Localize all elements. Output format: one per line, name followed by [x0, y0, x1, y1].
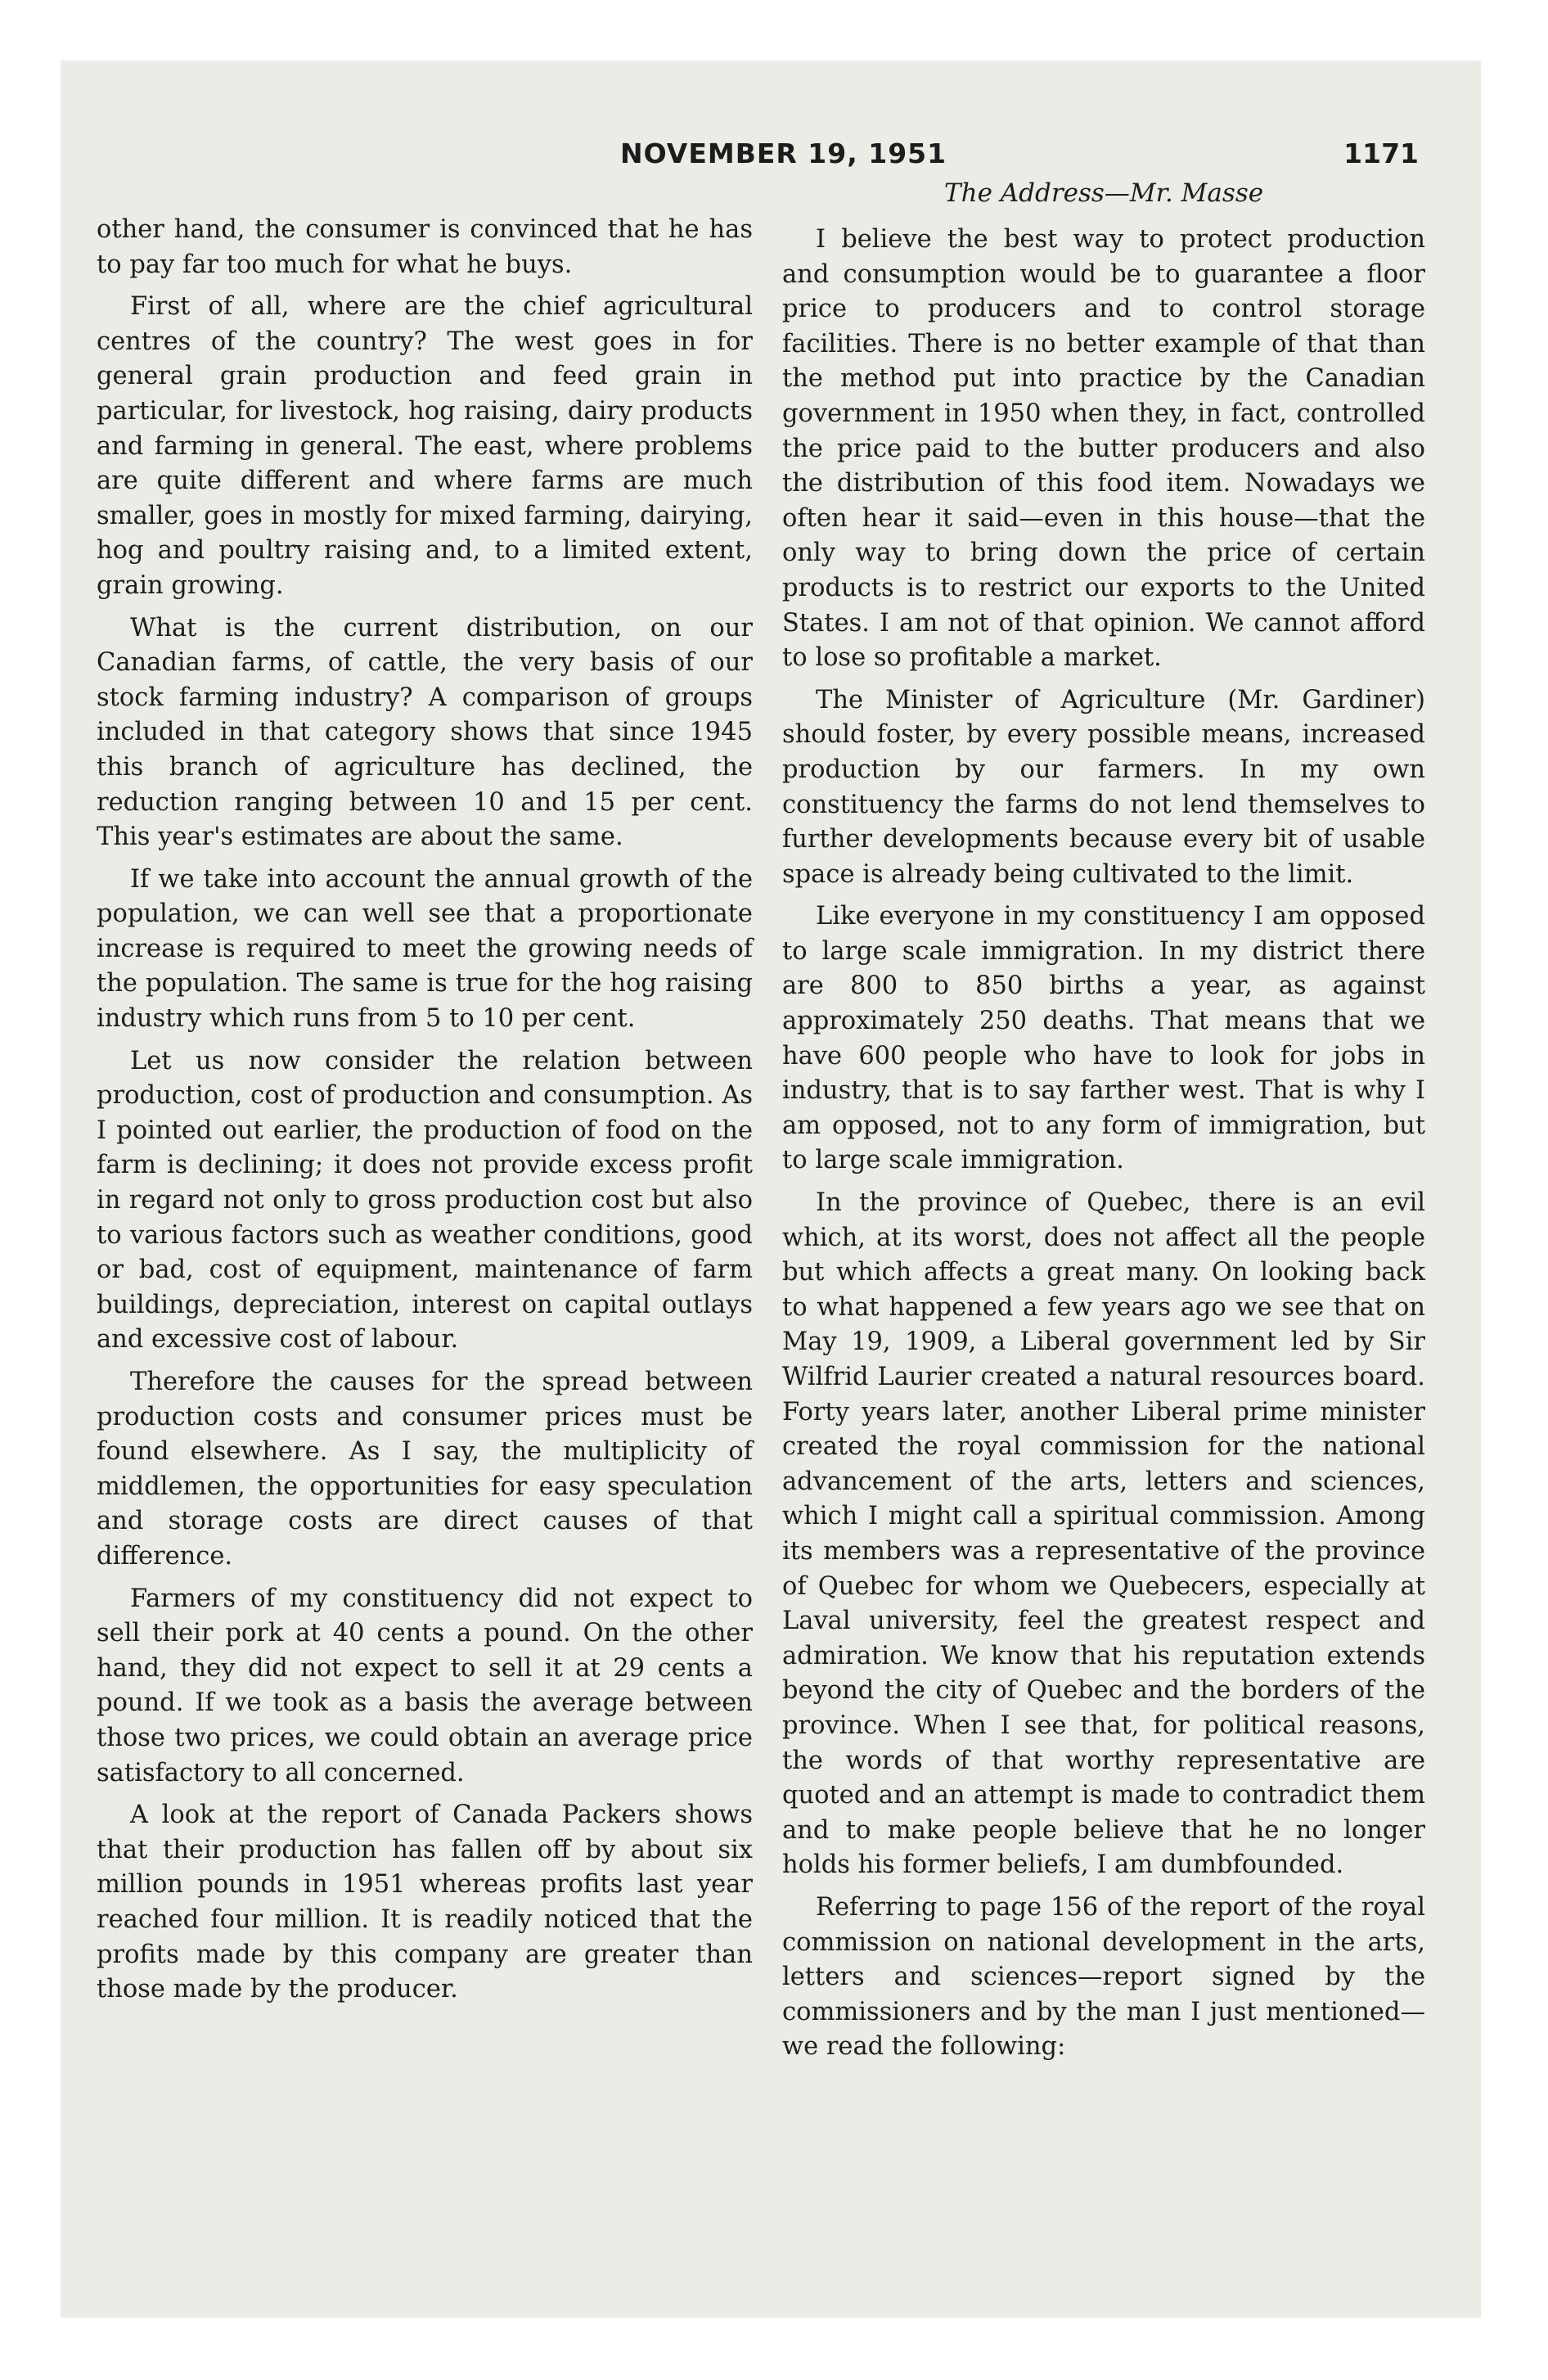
right-column — [782, 223, 1425, 2072]
paragraph: What is the current distribution, on our Canadian farms, of cattle, the very basis of our stock farming industry? A comparison of groups included in that category shows that since 1945 this branch of agriculture has declined, the reduction ranging between 10 and 15 per cent. This year's estimates are about the same. — [97, 613, 753, 852]
paragraph: Like everyone in my constituency I am opposed to large scale immigration. In my district there are 800 to 850 births a year, as against approximately 250 deaths. That means that we have 600 people who have to look for jobs in industry, that is to say farther west. That is why I am opposed, not to any form of immigration, but to large scale immigration. — [782, 902, 1425, 1175]
paragraph: If we take into account the annual growth of the population, we can well see that a proportionate increase is required to meet the growing needs of the population. The same is true for the hog raising industry which runs from 5 to 10 per cent. — [97, 864, 753, 1034]
paragraph: First of all, where are the chief agricultural centres of the country? The west goes in for general grain production and feed grain in particular, for livestock, hog raising, dairy products and farming in general. The east, where problems are quite different and where farms are much smaller, goes in mostly for mixed farming, dairying, hog and poultry raising and, to a limited extent, grain growing. — [97, 292, 753, 600]
paragraph: Farmers of my constituency did not expect to sell their pork at 40 cents a pound. On the other hand, they did not expect to sell it at 29 cents a pound. If we took as a basis the average between those two prices, we could obtain an average price satisfactory to all concerned. — [97, 1584, 753, 1787]
paragraph: I believe the best way to protect production and consumption would be to guarantee a floor price to producers and to control storage facilities. There is no better example of that than the method put into practice by the Canadian government in 1950 when they, in fact, controlled the price paid to the butter producers and also the distribution of this food item. Nowadays we often hear it said—even in this house—that the only way to bring down the price of certain products is to restrict our exports to the United States. I am not of that opinion. We cannot afford to lose so profitable a market. — [782, 225, 1425, 673]
running-head: The Address—Mr. Masse — [943, 178, 1264, 208]
paragraph: In the province of Quebec, there is an evil which, at its worst, does not affect all the people but which affects a great many. On looking back to what happened a few years ago we see that on May 19, 1909, a Liberal government led by Sir Wilfrid Laurier created a natural resources board. Forty years later, another Liberal prime minister created the royal commission for the national advancement of the arts, letters and sciences, which I might call a spiritual commission. Among its members was a representative of the province of Quebec for whom we Quebecers, especially at Laval university, feel the greatest respect and admiration. We know that his reputation extends beyond the city of Quebec and the borders of the province. When I see that, for political reasons, the words of that worthy representative are quoted and an attempt is made to contradict them and to make people believe that he no longer holds his former beliefs, I am dumbfounded. — [782, 1188, 1425, 1880]
paragraph: other hand, the consumer is convinced that he has to pay far too much for what he buys. — [97, 215, 753, 279]
page-number: 1171 — [1343, 137, 1419, 169]
paragraph: Let us now consider the relation between production, cost of production and consumption. As I pointed out earlier, the production of food on the farm is declining; it does not provide excess profit in regard not only to gross production cost but also to various factors such as weather conditions, good or bad, cost of equipment, maintenance of farm buildings, depreciation, interest on capital outlays and excessive cost of labour. — [97, 1046, 753, 1355]
paragraph: Referring to page 156 of the report of the royal commission on national development in the arts, letters and sciences—report signed by the commissioners and by the man I just mentioned—we read the following: — [782, 1892, 1425, 2062]
left-column — [97, 213, 753, 2015]
page-header — [0, 137, 1548, 178]
header-date: NOVEMBER 19, 1951 — [620, 137, 947, 169]
paragraph: The Minister of Agriculture (Mr. Gardiner) should foster, by every possible means, increased production by our farmers. In my own constituency the farms do not lend themselves to further developments because every bit of usable space is already being cultivated to the limit. — [782, 685, 1425, 889]
paragraph: Therefore the causes for the spread between production costs and consumer prices must be found elsewhere. As I say, the multiplicity of middlemen, the opportunities for easy speculation and storage costs are direct causes of that difference. — [97, 1368, 753, 1571]
paragraph: A look at the report of Canada Packers shows that their production has fallen off by about six million pounds in 1951 whereas profits last year reached four million. It is readily noticed that the profits made by this company are greater than those made by the producer. — [97, 1801, 753, 2004]
